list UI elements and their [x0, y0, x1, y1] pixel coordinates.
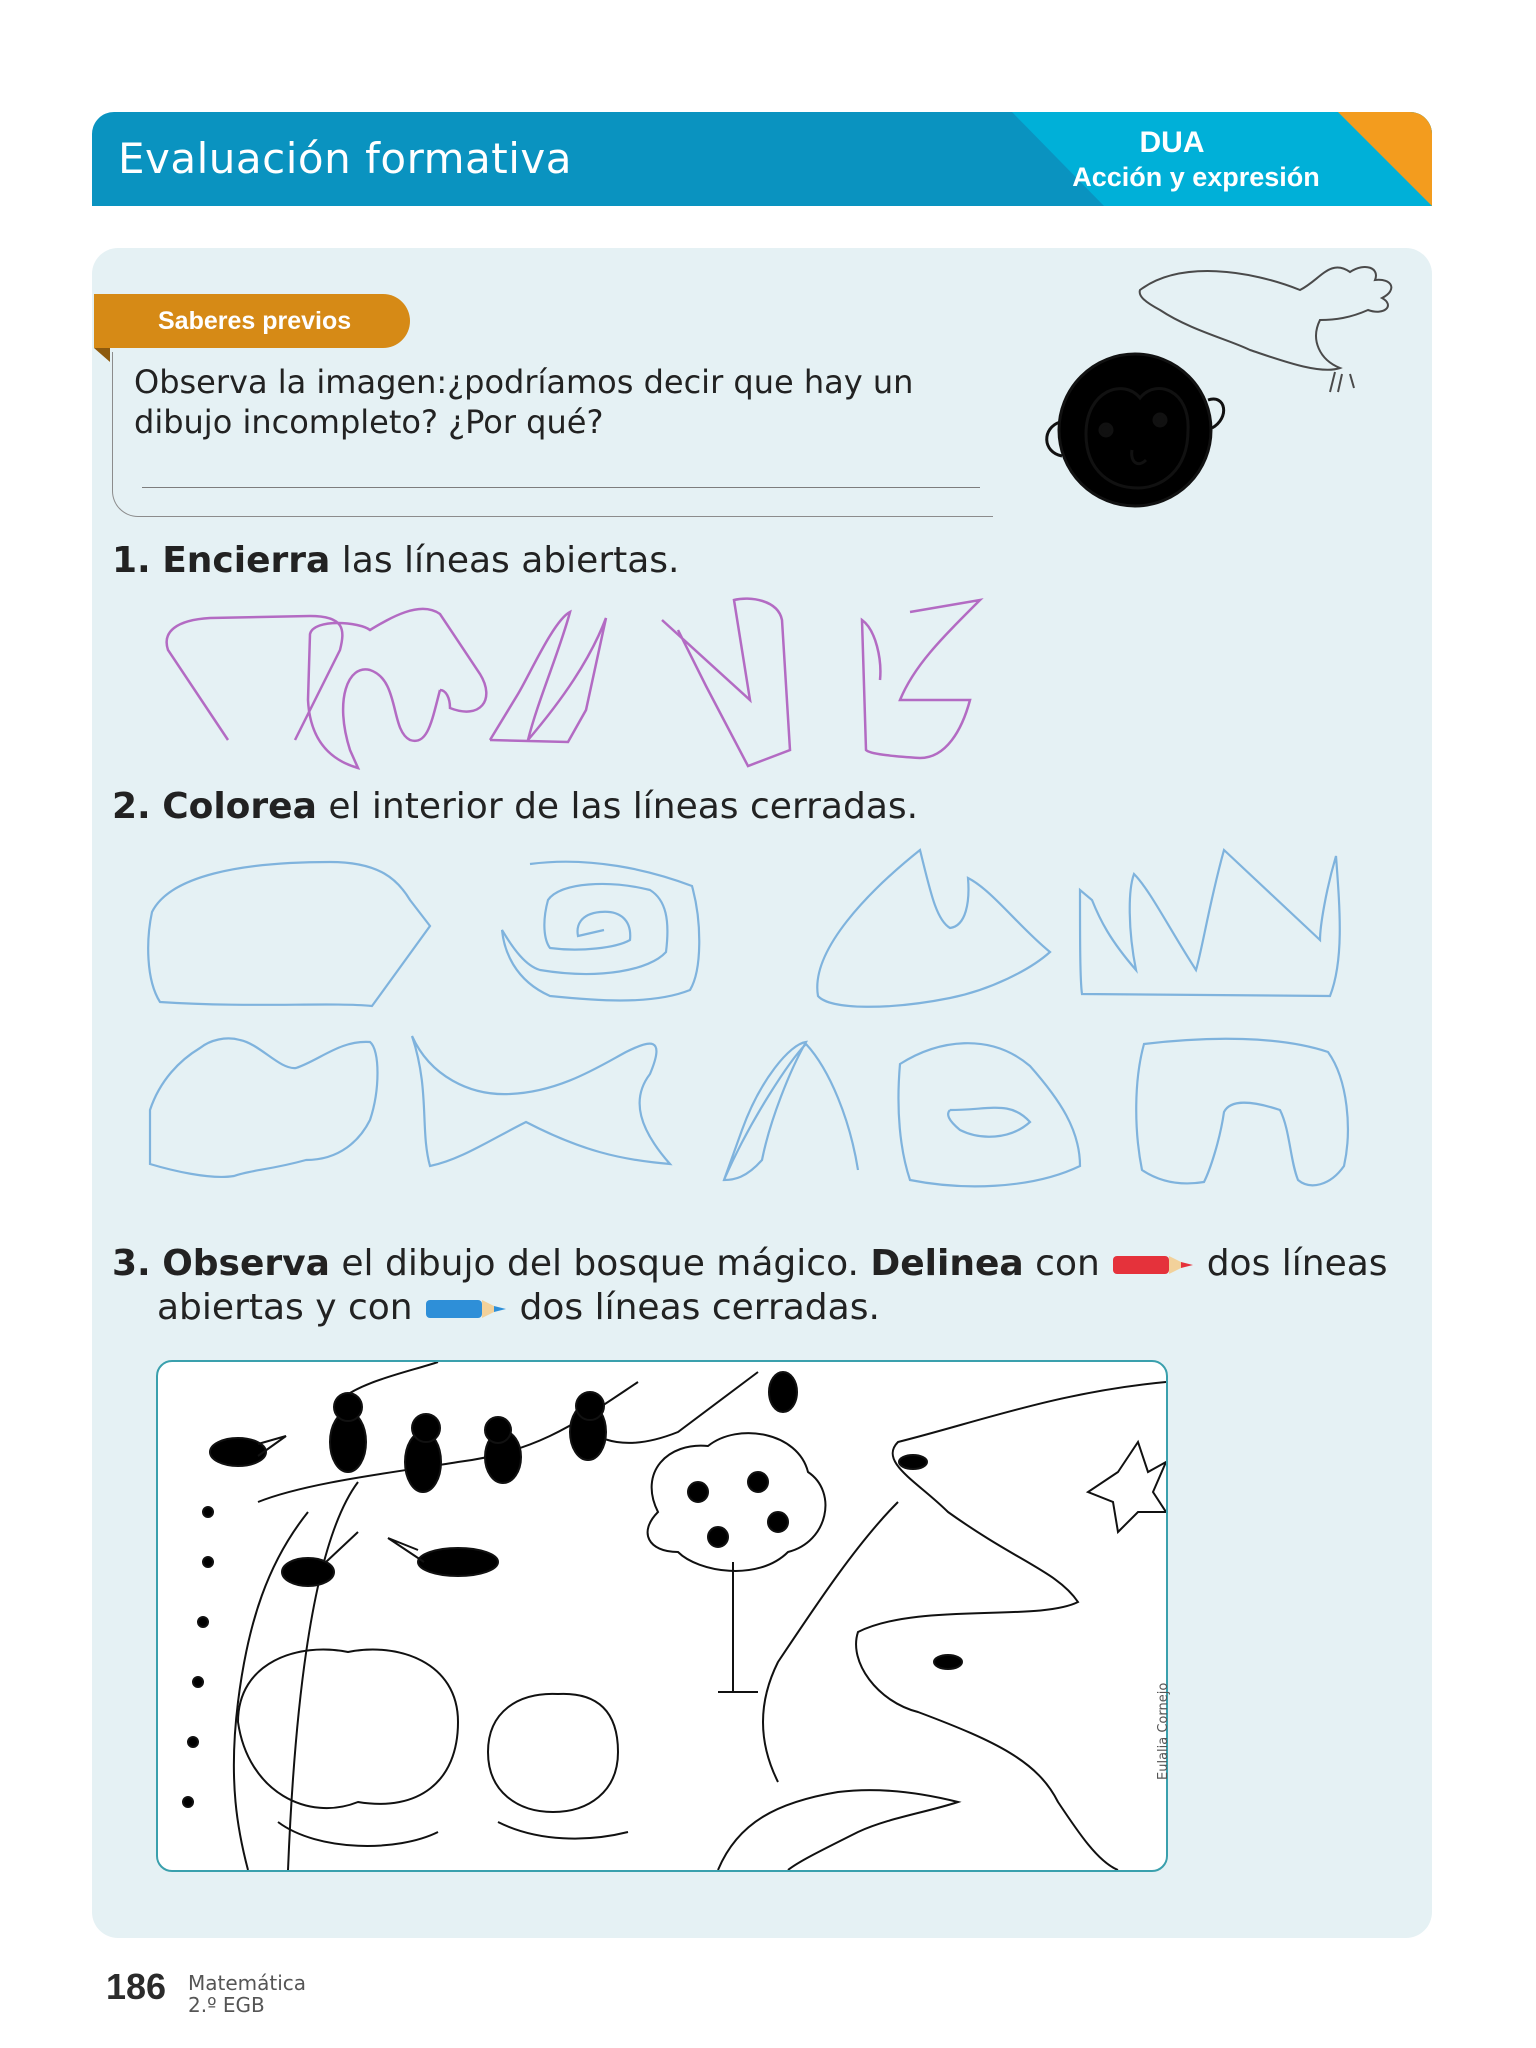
exercise-3-text-b: con [1035, 1243, 1100, 1284]
fish-2 [934, 1655, 962, 1669]
incomplete-drawing-illustration [1020, 250, 1440, 520]
parrot-5 [769, 1372, 797, 1412]
lily-flower [1088, 1442, 1166, 1532]
page-number: 186 [106, 1966, 167, 2007]
open-line-2[interactable] [308, 609, 486, 768]
grade-level: 2.º EGB [188, 1993, 265, 2017]
open-line-4[interactable] [662, 599, 790, 766]
exercise-3-verb: Observa [162, 1243, 330, 1284]
exercise-3-text-e: dos líneas cerradas. [519, 1287, 880, 1328]
parrot-3 [485, 1417, 521, 1483]
toucan-3 [388, 1538, 498, 1576]
exercise-2-number: 2. [112, 786, 151, 827]
open-line-1[interactable] [167, 616, 343, 740]
closed-line-2[interactable] [502, 862, 699, 1001]
exercise-2-instruction [112, 786, 918, 827]
exercise-3-text-a: el dibujo del bosque mágico. [341, 1243, 859, 1284]
exercise-3-instruction [112, 1242, 1412, 1330]
exercise-3-text-d: abiertas y con [157, 1287, 413, 1328]
saberes-previos-tab [94, 294, 410, 348]
anteater [718, 1790, 958, 1870]
exercise-1-verb: Encierra [162, 540, 331, 581]
closed-lines-grid [130, 830, 1410, 1200]
toucan-2 [282, 1532, 358, 1586]
exercise-2-text: el interior de las líneas cerradas. [328, 786, 919, 827]
exercise-2-verb: Colorea [162, 786, 317, 827]
section-title: Evaluación formativa [118, 134, 572, 183]
saberes-previos-label: Saberes previos [158, 307, 352, 335]
exercise-3-text-c: dos líneas [1206, 1243, 1388, 1284]
saberes-question: Observa la imagen:¿podríamos decir que hay un dibujo incompleto? ¿Por qué? [134, 363, 914, 441]
exercise-3-number: 3. [112, 1243, 151, 1284]
exercise-3-verb2: Delinea [870, 1243, 1024, 1284]
jaguar-large [238, 1650, 458, 1846]
dua-badge-title: DUA [1139, 126, 1205, 159]
closed-line-7[interactable] [724, 1042, 858, 1180]
red-pencil-icon [1111, 1252, 1195, 1278]
subject-name: Matemática [188, 1971, 307, 1995]
subject-info [188, 1972, 306, 2016]
flower-tree [648, 1433, 826, 1692]
river-lower [763, 1502, 898, 1782]
jaguar-small [488, 1694, 628, 1839]
closed-line-3[interactable] [817, 850, 1050, 1007]
blue-pencil-icon [424, 1296, 508, 1322]
closed-line-8[interactable] [898, 1043, 1080, 1186]
fish-1 [899, 1455, 927, 1469]
monkey-face-drawing [1047, 354, 1224, 506]
exercise-1-number: 1. [112, 540, 151, 581]
closed-line-1[interactable] [148, 862, 430, 1006]
illustration-credit: Eulalia Cornejo [1156, 1682, 1171, 1780]
open-line-3[interactable] [490, 612, 606, 742]
closed-line-4[interactable] [1080, 850, 1340, 996]
dua-badge-subtitle: Acción y expresión [1072, 162, 1320, 192]
parrot-1 [330, 1393, 366, 1472]
magic-forest-drawing [158, 1362, 1166, 1870]
answer-line[interactable] [142, 487, 980, 488]
exercise-1-text: las líneas abiertas. [341, 540, 680, 581]
closed-line-9[interactable] [1136, 1039, 1348, 1186]
parrot-4 [570, 1392, 606, 1460]
section-header [92, 112, 1432, 206]
closed-line-5[interactable] [150, 1038, 378, 1176]
parrot-2 [405, 1414, 441, 1492]
left-trunk [234, 1482, 358, 1870]
closed-line-6[interactable] [412, 1036, 670, 1166]
tab-fold [94, 348, 110, 362]
river-upper [856, 1382, 1166, 1870]
ant-column [183, 1507, 213, 1807]
magic-forest-illustration [156, 1360, 1168, 1872]
toucan-1 [210, 1436, 286, 1466]
exercise-1-instruction [112, 540, 680, 581]
open-lines-row [150, 590, 1350, 780]
open-line-5[interactable] [862, 600, 980, 758]
